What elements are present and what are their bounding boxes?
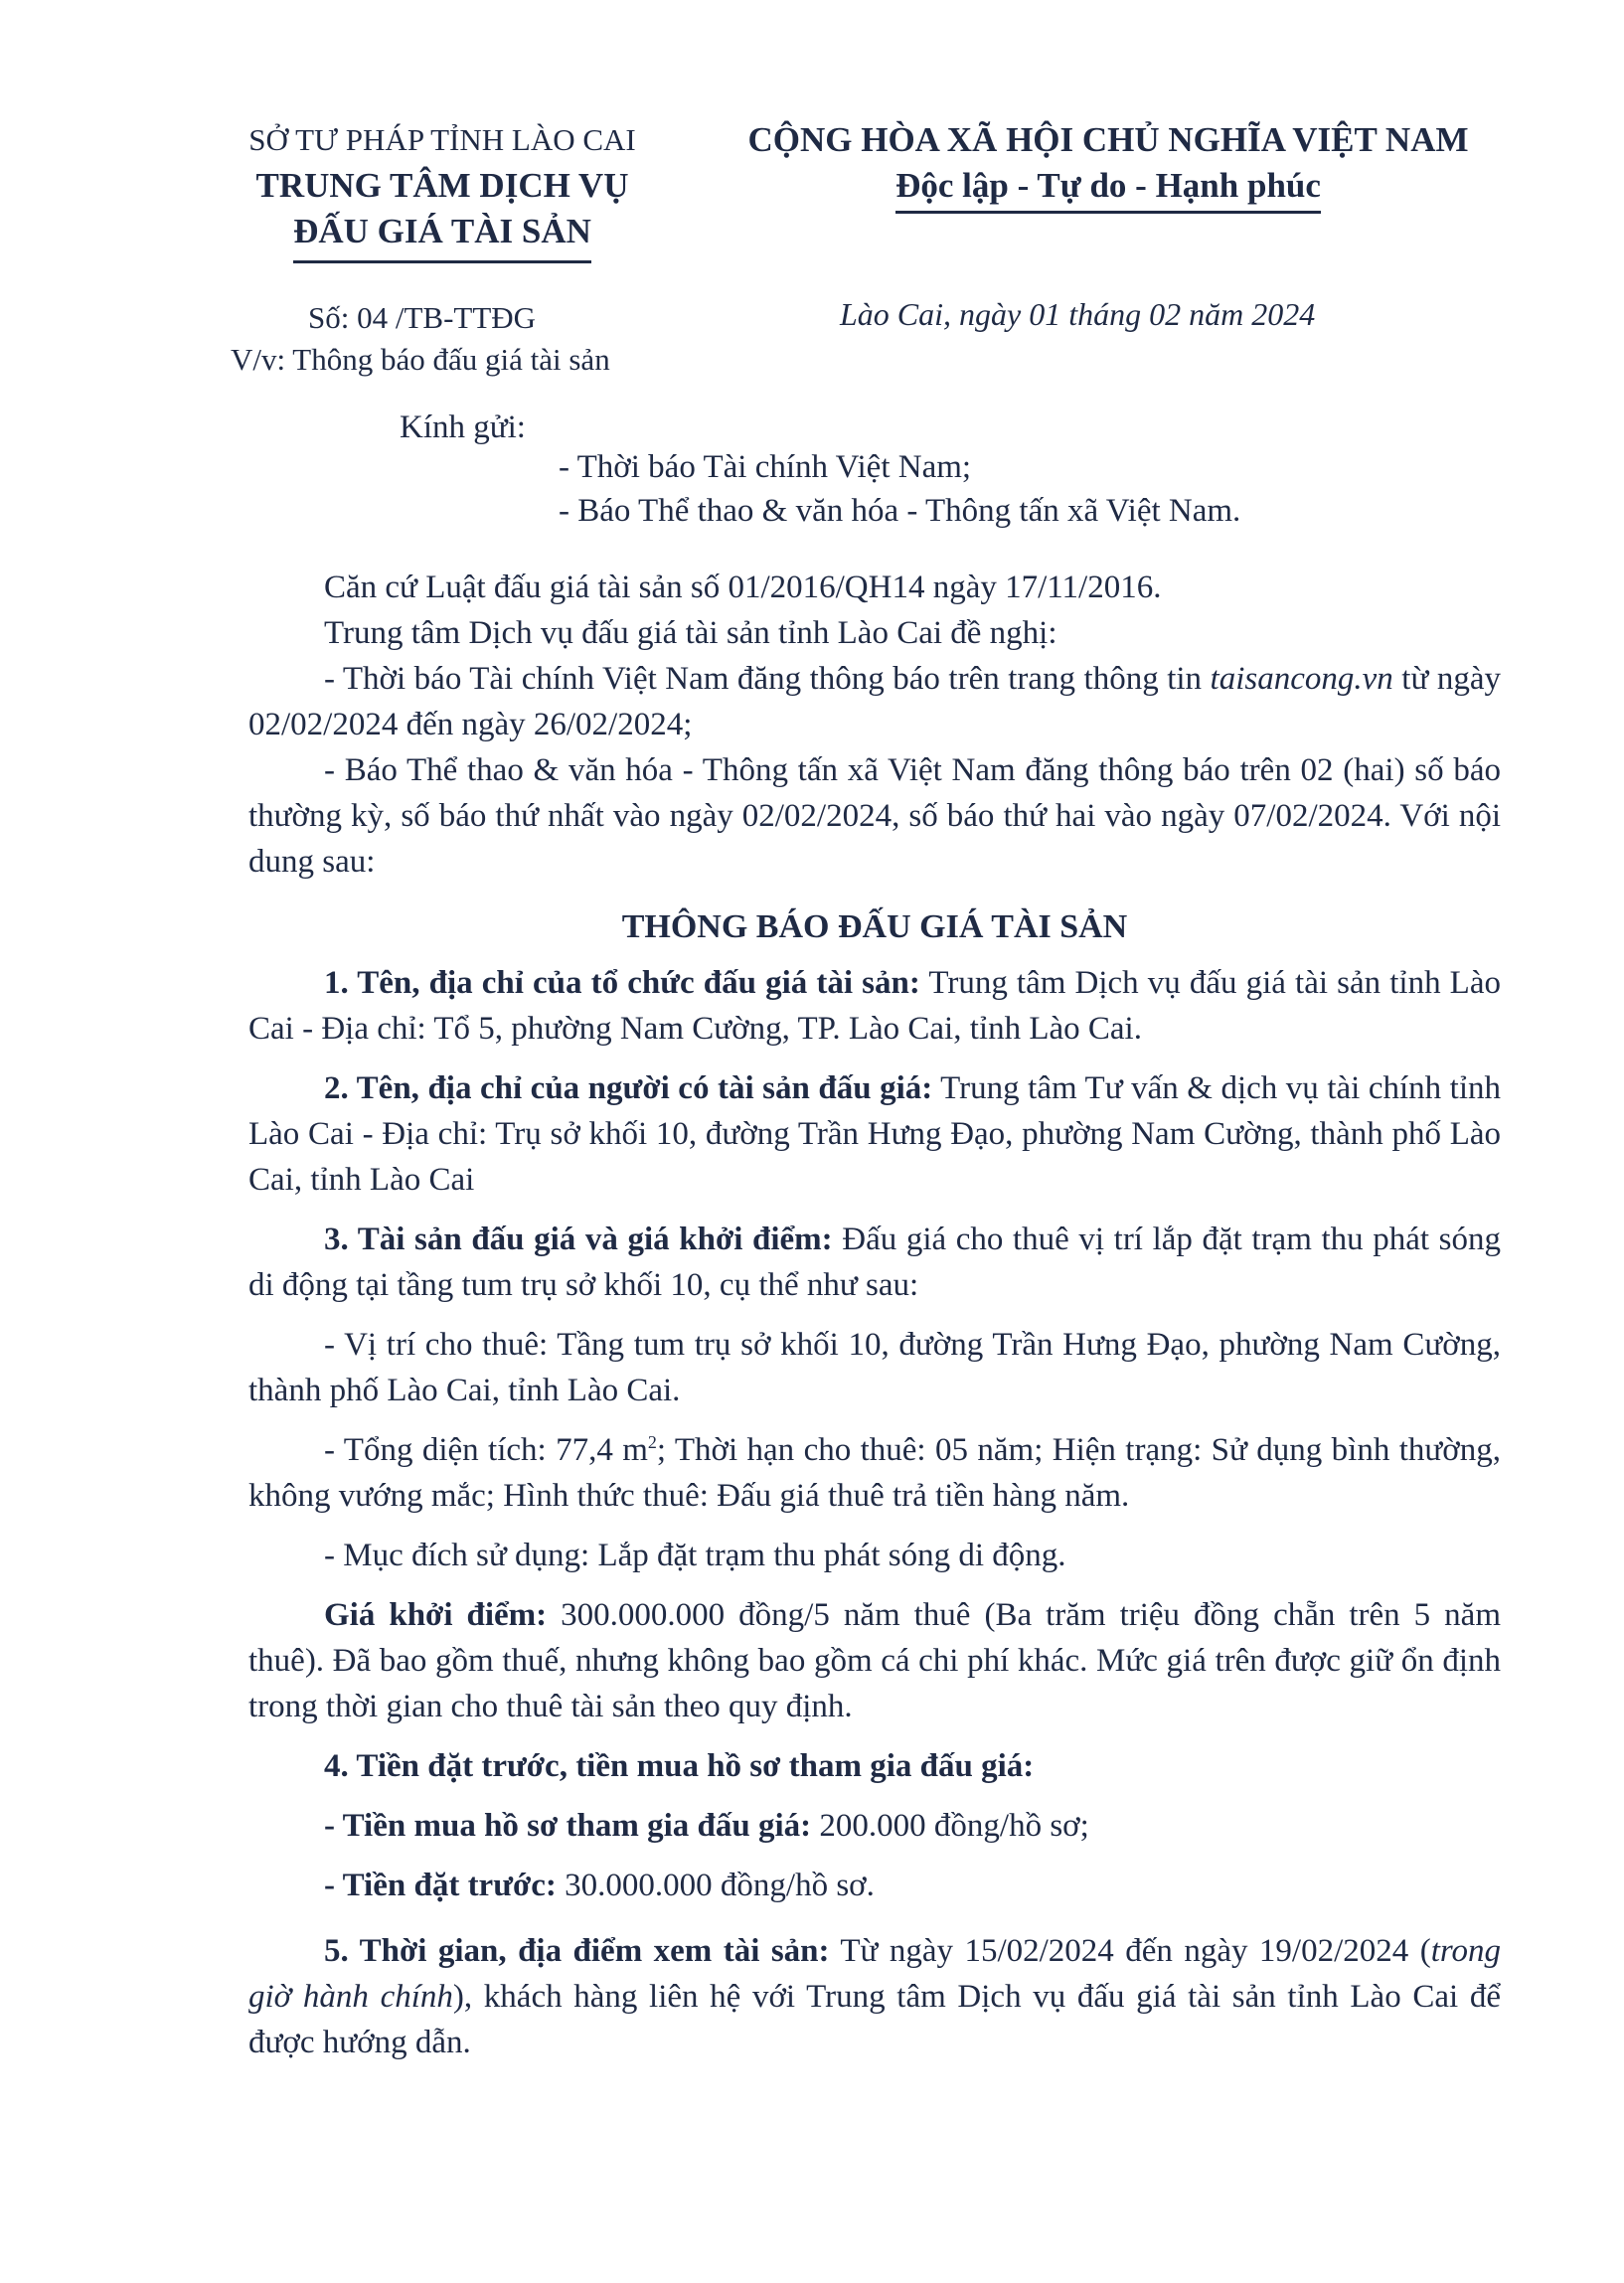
lease-area-terms: - Tổng diện tích: 77,4 $m^2$; Thời hạn cho thuê: 05 năm; Hiện trạng: Sử dụng bình thường, không vướng mắc; Hình thức thuê: Đấu giá thuê trả tiền hàng năm. [248,1432,1501,1514]
document-subject: V/v: Thông báo đấu giá tài sản [231,342,610,377]
section-2-label: 2. Tên, địa chỉ của người có tài sản đấu giá: [324,1070,933,1106]
recipient-item: - Thời báo Tài chính Việt Nam; [559,449,972,485]
starting-price-label: Giá khởi điểm: [324,1597,548,1633]
website-name: taisancong.vn [1210,661,1393,697]
parent-agency: SỞ TƯ PHÁP TỈNH LÀO CAI [248,122,636,157]
document-body [248,565,1501,2065]
starting-price: Giá khởi điểm: 300.000.000 đồng/5 năm thuê (Ba trăm triệu đồng chẵn trên 5 năm thuê). Đã bao gồm thuế, nhưng không bao gồm cá chi phí khác. Mức giá trên được giữ ổn định trong thời gian cho thuê tài sản theo quy định. [248,1597,1501,1724]
recipient-item: - Báo Thể thao & văn hóa - Thông tấn xã Việt Nam. [559,493,1241,529]
section-4-label: 4. Tiền đặt trước, tiền mua hồ sơ tham gia đấu giá: [324,1748,1035,1784]
notice-title: THÔNG BÁO ĐẤU GIÁ TÀI SẢN [621,908,1128,945]
agency-name-line2: ĐẤU GIÁ TÀI SẢN [293,212,591,250]
republic-name: CỘNG HÒA XÃ HỘI CHỦ NGHĨA VIỆT NAM [747,120,1469,159]
national-motto: Độc lập - Tự do - Hạnh phúc [895,163,1321,214]
section-2: 2. Tên, địa chỉ của người có tài sản đấu giá: Trung tâm Tư vấn & dịch vụ tài chính tỉnh Lào Cai - Địa chỉ: Trụ sở khối 10, đường Trần Hưng Đạo, phường Nam Cường, thành phố Lào Cai, tỉnh Lào Cai [248,1070,1501,1198]
section-5-label: 5. Thời gian, địa điểm xem tài sản: [324,1933,830,1969]
section-3: 3. Tài sản đấu giá và giá khởi điểm: Đấu giá cho thuê vị trí lắp đặt trạm thu phát sóng di động tại tầng tum trụ sở khối 10, cụ thể như sau: [248,1222,1501,1303]
section-3-label: 3. Tài sản đấu giá và giá khởi điểm: [324,1222,833,1257]
national-heading-block [716,117,1501,214]
section-1: 1. Tên, địa chỉ của tổ chức đấu giá tài sản: Trung tâm Dịch vụ đấu giá tài sản tỉnh Lào Cai - Địa chỉ: Tổ 5, phường Nam Cường, TP. Lào Cai, tỉnh Lào Cai. [248,965,1501,1047]
legal-basis: Căn cứ Luật đấu giá tài sản số 01/2016/QH14 ngày 17/11/2016. [324,570,1162,605]
lease-location: - Vị trí cho thuê: Tầng tum trụ sở khối 10, đường Trần Hưng Đạo, phường Nam Cường, thành phố Lào Cai, tỉnh Lào Cai. [248,1327,1501,1408]
request-intro: Trung tâm Dịch vụ đấu giá tài sản tỉnh Lào Cai đề nghị: [324,615,1057,651]
lease-purpose: - Mục đích sử dụng: Lắp đặt trạm thu phát sóng di động. [324,1538,1066,1573]
issuing-agency-block [194,117,691,263]
section-4 [248,1743,1501,1789]
dossier-fee: - Tiền mua hồ sơ tham gia đấu giá: 200.000 đồng/hồ sơ; [324,1808,1089,1844]
document-number: Số: 04 /TB-TTĐG [308,300,537,335]
document-date: Lào Cai, ngày 01 tháng 02 năm 2024 [840,296,1316,332]
section-1-label: 1. Tên, địa chỉ của tổ chức đấu giá tài sản: [324,965,920,1001]
agency-name-line1: TRUNG TÂM DỊCH VỤ [255,166,629,205]
request-sports-culture: - Báo Thể thao & văn hóa - Thông tấn xã Việt Nam đăng thông báo trên 02 (hai) số báo thường kỳ, số báo thứ nhất vào ngày 02/02/2024, số báo thứ hai vào ngày 07/02/2024. Với nội dung sau: [248,752,1501,880]
deposit-amount: - Tiền đặt trước: 30.000.000 đồng/hồ sơ. [324,1868,875,1903]
request-finance-times: - Thời báo Tài chính Việt Nam đăng thông báo trên trang thông tin taisancong.vn từ ngày 02/02/2024 đến ngày 26/02/2024; [248,661,1501,742]
section-5: 5. Thời gian, địa điểm xem tài sản: Từ ngày 15/02/2024 đến ngày 19/02/2024 (trong giờ hành chính), khách hàng liên hệ với Trung tâm Dịch vụ đấu giá tài sản tỉnh Lào Cai để được hướng dẫn. [248,1933,1501,2060]
agency-underline [293,260,591,263]
recipients-label: Kính gửi: [400,409,526,445]
